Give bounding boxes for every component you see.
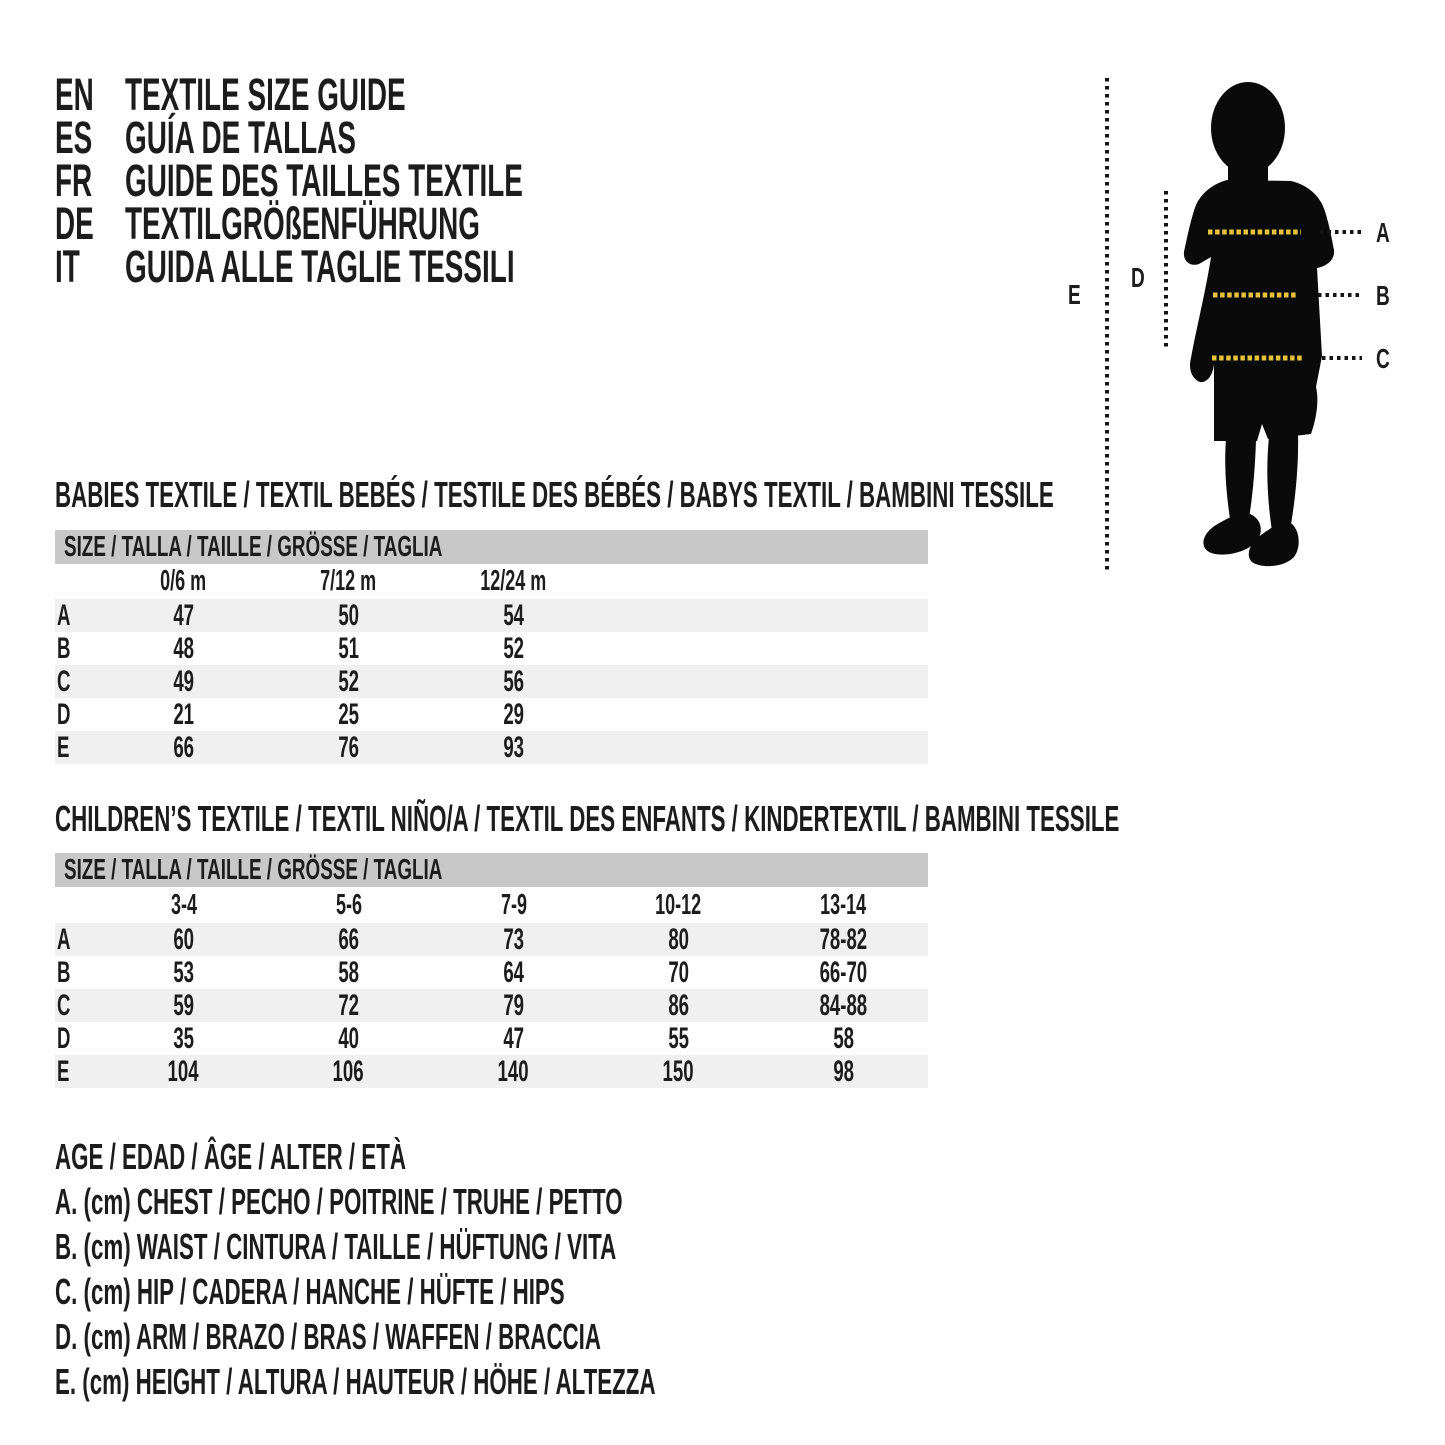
babies-column-headers <box>55 564 928 599</box>
children-size-header-bar: SIZE / TALLA / TAILLE / GRÖSSE / TAGLIA <box>55 853 928 887</box>
lang-code: FR <box>55 155 93 206</box>
lang-title: GUIDA ALLE TAGLIE TESSILI <box>125 241 515 292</box>
legend-age: AGE / EDAD / ÂGE / ALTER / ETÀ <box>55 1136 406 1177</box>
lang-title: GUÍA DE TALLAS <box>125 112 356 163</box>
legend-chest: A. (cm) CHEST / PECHO / POITRINE / TRUHE / PETTO <box>55 1181 623 1222</box>
lang-title: GUIDE DES TAILLES TEXTILE <box>125 155 523 206</box>
children-col-13-14: 13-14 <box>820 888 867 921</box>
table-row: D 21 25 29 <box>57 698 524 731</box>
language-list <box>55 69 767 292</box>
lang-code: IT <box>55 241 80 292</box>
children-col-3-4: 3-4 <box>170 888 197 921</box>
table-row: B 48 51 52 <box>57 632 524 665</box>
children-col-10-12: 10-12 <box>655 888 702 921</box>
silhouette-neck <box>1228 150 1268 184</box>
children-col-5-6: 5-6 <box>335 888 362 921</box>
babies-section-title: BABIES TEXTILE / TEXTIL BEBÉS / TESTILE DES BÉBÉS / BABYS TEXTIL / BAMBINI TESSILE <box>55 474 1054 515</box>
table-row: D 35 40 47 55 58 <box>57 1022 854 1055</box>
label-a: A <box>1376 217 1390 250</box>
table-row: C 59 72 79 86 84-88 <box>55 989 928 1022</box>
children-col-7-9: 7-9 <box>500 888 527 921</box>
babies-size-header-bar: SIZE / TALLA / TAILLE / GRÖSSE / TAGLIA <box>55 530 928 564</box>
children-section-title: CHILDREN’S TEXTILE / TEXTIL NIÑO/A / TEXTIL DES ENFANTS / KINDERTEXTIL / BAMBINI TESSILE <box>55 798 1120 839</box>
child-silhouette <box>1184 82 1334 566</box>
babies-col-0-6m: 0/6 m <box>160 565 207 597</box>
lang-code: EN <box>55 69 94 120</box>
label-c: C <box>1376 343 1390 376</box>
lang-code: ES <box>55 112 93 163</box>
children-column-headers <box>55 887 928 923</box>
table-row: C 49 52 56 <box>55 665 928 698</box>
lang-row-es <box>55 112 767 163</box>
babies-col-7-12m: 7/12 m <box>320 565 377 597</box>
legend-arm: D. (cm) ARM / BRAZO / BRAS / WAFFEN / BRACCIA <box>55 1316 602 1357</box>
babies-size-table <box>55 530 928 764</box>
table-row: A 47 50 54 <box>55 599 928 632</box>
lang-title: TEXTILGRÖßENFÜHRUNG <box>125 198 480 249</box>
label-d: D <box>1131 262 1145 295</box>
lang-row-de <box>55 198 767 249</box>
legend-waist: B. (cm) WAIST / CINTURA / TAILLE / HÜFTUNG / VITA <box>55 1226 617 1267</box>
lang-row-it <box>55 241 767 292</box>
silhouette-left-leg <box>1225 439 1256 519</box>
lang-title: TEXTILE SIZE GUIDE <box>125 69 406 120</box>
lang-row-fr <box>55 155 767 206</box>
label-b: B <box>1376 280 1390 313</box>
babies-table-rows <box>55 599 928 764</box>
legend-hip: C. (cm) HIP / CADERA / HANCHE / HÜFTE / HIPS <box>55 1271 565 1312</box>
table-row: E 66 76 93 <box>55 731 928 764</box>
silhouette-torso <box>1184 180 1334 441</box>
label-e: E <box>1068 279 1081 312</box>
table-row: A 60 66 73 80 78-82 <box>55 923 928 956</box>
silhouette-right-leg <box>1267 433 1298 531</box>
child-measurement-figure <box>1030 55 1445 600</box>
lang-code: DE <box>55 198 94 249</box>
lang-row-en <box>55 69 767 120</box>
table-row: B 53 58 64 70 66-70 <box>57 956 868 989</box>
legend-height: E. (cm) HEIGHT / ALTURA / HAUTEUR / HÖHE / ALTEZZA <box>55 1361 656 1402</box>
children-table-rows <box>55 923 928 1088</box>
children-size-table <box>55 853 928 1088</box>
babies-col-12-24m: 12/24 m <box>480 565 547 597</box>
table-row: E 104 106 140 150 98 <box>55 1055 928 1088</box>
measurement-legend <box>55 1134 1024 1404</box>
